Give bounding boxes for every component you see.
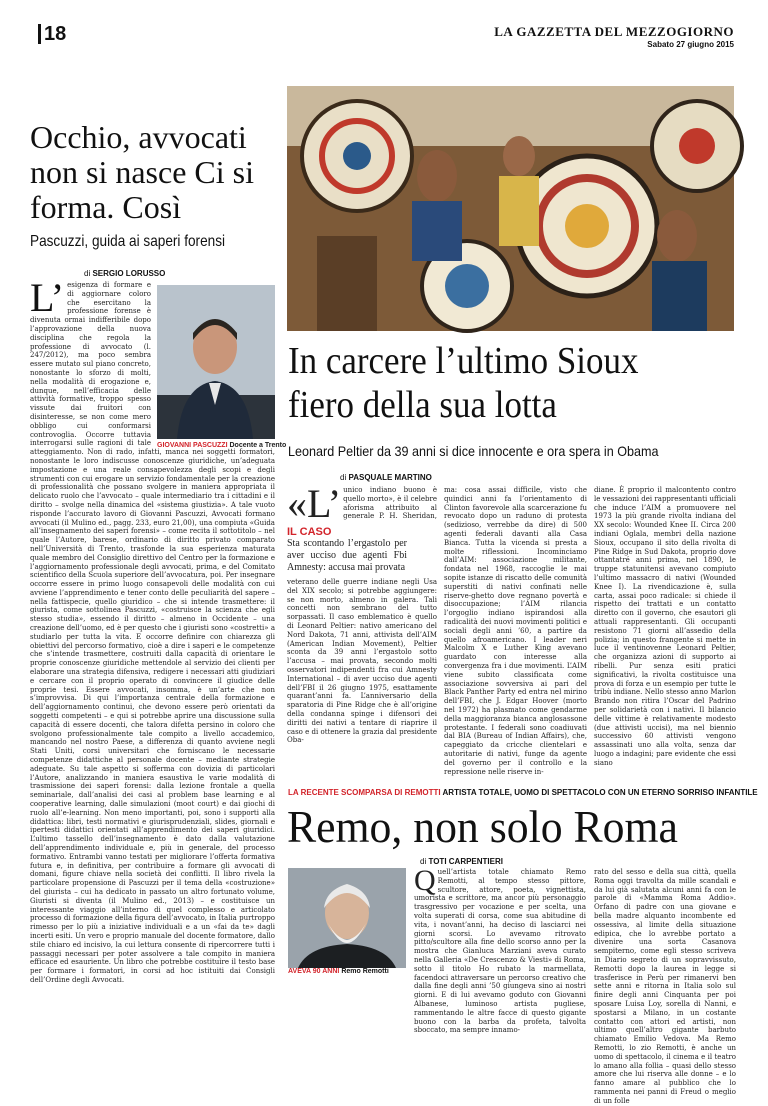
byline-prefix: di (340, 473, 347, 482)
photo-caption-remotti (288, 968, 389, 975)
byline-author: PASQUALE MARTINO (348, 473, 432, 482)
caption-role: Docente a Trento (229, 442, 287, 449)
il-caso-text: Sta scontando l’ergastolo per aver ucciso due agenti Fbi Amnesty: accusa mai provata (287, 538, 407, 573)
headline-peltier: In carcere l’ultimo Sioux fiero della sua lotta (288, 340, 639, 426)
article-body-peltier-col1 (287, 481, 437, 771)
kicker-rest: ARTISTA TOTALE, UOMO DI SPETTACOLO CON UN ETERNO SORRISO INFANTILE (442, 788, 758, 797)
dropcap-q: Q (414, 864, 436, 897)
headline-pascuzzi: Occhio, avvocati non si nasce Ci si forma. Così (30, 119, 254, 225)
byline-prefix: di (84, 269, 91, 278)
photo-native-americans (287, 86, 734, 331)
photo-caption-pascuzzi (157, 442, 286, 449)
il-caso-box (287, 526, 407, 574)
il-caso-label: IL CASO (287, 526, 332, 538)
subhead-peltier: Leonard Peltier da 39 anni si dice innocente e ora spera in Obama (288, 443, 659, 459)
caption-name: GIOVANNI PASCUZZI (157, 442, 228, 449)
kicker-remotti (288, 788, 758, 797)
byline-lorusso (84, 269, 165, 278)
article-body-peltier-col2: ma: cosa assai difficile, visto che quindici anni fa l’orientamento di Clinton favorevole alla scarcerazione fu revocato dopo un raduno di protesta (sedizioso, verrebbe da dire) di 500 agenti federali davanti alla Casa Bianca. Tutta la vicenda si presta a molte riflessioni. Incominciamo dall’AIM: associazione militante, fondata nel 1968, raccoglie le mai sopite istanze di riscatto delle comunità superstiti di nativi confinati nelle riserve-ghetto dove regnano povertà e disoccupazione; l’AIM rilancia l’orgoglio indiano ispirandosi alla radicalità dei nuovi movimenti politici e sociali degli anni ’60, a partire da quello afroamericano. I leader neri Malcolm X e Luther King avevano guardato con interesse alla convergenza fra i due movimenti. L’AIM viene subito classificata come associazione sovversiva ai pari del Black Panther Party ed entra nel mirino dell’FBI, che J. Edgar Hoover (morto nel 1972) ha plasmato come gendarme della maggioranza bianca anglosassone protestante. I federali sono coadiuvati dal BIA (Bureau of Indian Affairs), che, capeggiato da cricche clientelari e autoritarie di nativi, funge da agente del governo per il controllo e la repressione nelle riserve in- (444, 486, 587, 776)
photo-remotti (288, 868, 406, 968)
masthead (30, 18, 734, 56)
headline-remotti: Remo, non solo Roma (287, 801, 678, 852)
newspaper-name: LA GAZZETTA DEL MEZZOGIORNO (494, 24, 734, 39)
body-text: uell’artista totale chiamato Remo Remotti, al tempo stesso pittore, scultore, attore, poeta, vignettista, umorista e scrittore, ma ancor più personaggio trasgressivo per vocazione e per scelta, una volta superati di corsa, come sua abitudine di vita, i novant’anni, ha deciso di lasciarci nei giorni scorsi. Lo avevamo ritrovato pitto/scultore alla fine dello scorso anno per la mostra che Gianluca Marziani aveva curato nella Galleria «De Crescenzo & Viesti» di Roma, sotto il titolo Ho rubato la marmellata, facendoci attraversare un percorso creativo che dalla fine degli anni ’50 giungeva sino ai nostri giorni. E di lui avevamo goduto con Giovanni Albanese, luminoso artista pugliese, rammentando le altre facce di questo gigante buono con la barba da profeta, talvolta sboccato, ma sempre innamo- (414, 868, 586, 1035)
portrait-photo (157, 285, 275, 439)
dropcap-l: L’ (30, 275, 65, 320)
body-text: unico indiano buono è quello morto», è il celebre aforisma attribuito al generale P. H. Sheridan, veterano delle guerre indiane negli Usa del XIX secolo; si potrebbe aggiungere: se non morto, almeno in galera. Tali concetti non sembrano del tutto sorpassati. Il caso emblematico è quello di Leonard Peltier: nativo americano del Nord Dakota, 71 anni, attivista dell’AIM (American Indian Movement), Peltier sconta da 39 anni l’ergastolo sotto l’accusa – mai provata, secondo molti osservatori indipendenti fra cui Amnesty International – di aver ucciso due agenti dell’FBI il 26 giugno 1975, esattamente quarant’anni fa. L’anniversario della sparatoria di Pine Ridge che è all’origine della condanna spinge i difensori dei diritti dei nativi a tentare di riaprire il caso e di ottenere la grazia dal presidente Oba- (287, 486, 437, 745)
issue-date: Sabato 27 giugno 2015 (647, 40, 734, 49)
byline-martino (340, 473, 432, 482)
native-dancers-photo (287, 86, 734, 331)
quote-mark: «L’ (287, 481, 342, 526)
byline-author: TOTI CARPENTIERI (428, 857, 503, 866)
photo-pascuzzi (157, 285, 287, 449)
caption-rest: Remo Remotti (341, 968, 389, 975)
subhead-pascuzzi: Pascuzzi, guida ai saperi forensi (30, 233, 226, 250)
article-body-remotti-col2: rato del sesso e della sua città, quella Roma oggi travolta da mille scandali e da lui già salutata alcuni anni fa con le parole di «Mamma Roma Addio». Orfano di padre con una giovane e bella madre alquanto incombente ed ossessiva, al limite della situazione edipica, che lo avrebbe portato a divenire una sorta Casanova sempiterno, come egli stesso scriveva in Diario segreto di un sopravvissuto, Remotti dopo la laurea in legge si trasferisce in Perù per rimanervi ben sette anni e ritorna in Italia solo sul finire degli anni Cinquanta per poi sposare Luisa Loy, sorella di Nanni, e spostarsi a Milano, in un costante contatto con attori ed artisti, non ultimo quell’altro gigante barbuto chiamato Emilio Vedova. Ma Remo Remotti, lo zio Remotti, è anche un uomo di spettacolo, il cinema e il teatro lo amano alla follia – quasi dello stesso amore che lui riserva alle donne – e lo fanno amare al pubblico che lo rammenta nei panni di Freud o meglio di un folle (594, 868, 736, 1105)
caption-name: AVEVA 90 ANNI (288, 968, 340, 975)
byline-prefix: di (420, 857, 427, 866)
byline-author: SERGIO LORUSSO (92, 269, 166, 278)
article-body-peltier-col3: diane. È proprio il malcontento contro le vessazioni dei rappresentanti ufficiali che induce l’AIM a promuovere nel 1973 la più grande rivolta indiana del XX secolo: Wounded Knee II. Circa 200 indiani Oglala, membri della nazione Sioux, occupano il sito della rivolta di Pine Ridge in Sud Dakota, proprio dove ottantatré anni prima, nel 1890, le truppe statunitensi avevano compiuto l’ultimo massacro di nativi (Wounded Knee I). La rivendicazione è, sulla carta, assai poco radicale: si chiede il rispetto dei trattati e un contatto diretto con il governo, che esautori gli attuali rappresentanti. Gli occupanti resistono 71 giorni all’assedio della polizia; in questo frangente si mette in luce il ventinovenne Leonard Peltier, che organizza azioni di supporto ai ribelli. Pur senza esiti pratici significativi, la rivolta costituisce una prova di forza e un esempio per tutte le tribù indiane. Nello stesso anno Marlon Brando non ritira l’Oscar del Padrino per solidarietà con i nativi. Il bilancio delle vittime è relativamente modesto (due attivisti uccisi), ma nel biennio successivo 60 attivisti vengono assassinati uno alla volta, senza dar luogo a indagini; pare evidente che essi siano (594, 486, 736, 767)
page-number: 18 (38, 24, 66, 44)
portrait-photo (288, 868, 406, 968)
article-body-remotti-col1 (414, 864, 586, 1035)
kicker-red: LA RECENTE SCOMPARSA DI REMOTTI (288, 788, 441, 797)
article-body-pascuzzi (30, 275, 287, 984)
body-text: esigenza di formare e di aggiornare coloro che esercitano la professione forense è divenuta ormai indifferibile dopo l’approvazione della nuova disciplina che regola la professione di avvocato (l. 247/2012), ma poco sembra essere mutato sul piano concreto, nonostante lo sforzo di molti, nella modalità di erogazione e, dunque, nell’efficacia delle attività formative, troppo spesso vissute dai fruitori con disinteresse, se non come mero obbligo cui conformarsi controvoglia. Occorre tuttavia interrogarsi sulle ragioni di tale atteggiamento. Non di rado, infatti, manca nei soggetti formatori, nonostante le loro indiscusse conoscenze giuridiche, un’adeguata impostazione e una reale consapevolezza degli scopi e degli strumenti con cui erogare un servizio fondamentale per la creazione di professionalità che possano svolgere in maniera appropriata il delicato ruolo che l’avvocato – quale intermediario tra i cittadini e il diritto – svolge nella dinamica del «sistema giustizia». A tale vuoto risponde l’accurato lavoro di Giovanni Pascuzzi, Avvocati formano avvocati (il Mulino ed., pagg. 233, euro 21,00), una compiuta «Guida all’insegnamento dei saperi forensi» – come recita il sottotitolo – nel quale l’Autore, barese, ordinario di diritto privato comparato nell’Università di Trento, trasfonde la sua esperienza maturata quale membro del Consiglio direttivo del Centro per la formazione e l’aggiornamento professionale degli avvocati, prima, e del Comitato scientifico della Scuola superiore dell’avvocatura, poi. Per insegnare occorre essere in primo luogo consapevoli delle modalità con cui avviene l’apprendimento e tener conto delle peculiarità del sapere – nella fattispecie, quello giuridico – che si intende trasmettere: il giurista, come sottolinea Pascuzzi, «costruisce la scienza che egli stesso studia», essendo il diritto – almeno in Occidente – una creazione dell’uomo, ed è per questo che i giuristi sono «costretti» a studiarlo per tutta la vita. E occorre definire con chiarezza gli obiettivi del percorso formativo, cioè a dire i saperi e le competenze che s’intende trasmettere, costruiti dalla capacità di orientare le proprie conoscenze giuridiche mettendole al servizio dei clienti per elaborare una strategia difensiva, redigere i necessari atti giudiziari e cercare con il proprio operato di convincere il giudice delle proprie tesi. Essere avvocati, insomma, è un’arte che non s’improvvisa. Di qui l’importanza centrale della formazione e dell’aggiornamento continui, che devono essere però orientati da soggetti competenti – e qui si potrebbe aprire una discussione sulla capacità di essere docenti, che talora difetta persino in coloro che svolgono professionalmente tale compito a livello accademico, mancando nel nostro Paese, a differenza di quanto avviene negli Stati Uniti, corsi universitari che forniscano le necessarie competenze didattiche al personale docente – mediante strategie adeguate. Su tale aspetto si sofferma con dovizia di particolari l’Autore, analizzando in maniera esaustiva le varie modalità di trasmissione dei saperi forensi: dalla lezione frontale a quella seminariale, dall’analisi dei casi al problem base learning e al cooperative learning, dalle simulazioni (moot court) e dai giochi di ruolo all’e-learning. Non meno importanti, poi, sono i supporti alla didattica: libri, testi normativi e giurisprudenziali, slides, giornali e ipertesti didattici orientati all’apprendimento dei saperi giuridici. L’ultimo tassello dell’insegnamento è dato dalla valutazione dell’apprendimento individuale e, più in generale, del processo formativo. Entrambi vanno testati per migliorare l’offerta formativa futura e, in definitiva, per contribuire a formare gli avvocati di domani, figure chiave nella società dei conflitti. Il libro rivela la particolare propensione di Pascuzzi per il tema della «costruzione» del giurista – cui ha dedicato in passato un altro fortunato volume, Giuristi si diventa (il Mulino ed., 2013) – e costituisce un interessante viaggio all’interno di quel complesso e articolato processo di formazione della figura dell’avvocato, in Italia purtroppo rimesso per lo più a iniziative individuali e a un «fai da te» dagli incerti esiti. Un vero e proprio manuale del docente formatore, dallo stile chiaro ed incisivo, la cui lettura consente di ripercorrere tutti i passaggi necessari per poter assolvere a tale compito in maniera efficace ed esauriente. Un libro che potrebbe costituire il testo base per formare i formatori, in corsi ad hoc istituiti dai Consigli dell’Ordine degli Avvocati. (30, 281, 275, 984)
